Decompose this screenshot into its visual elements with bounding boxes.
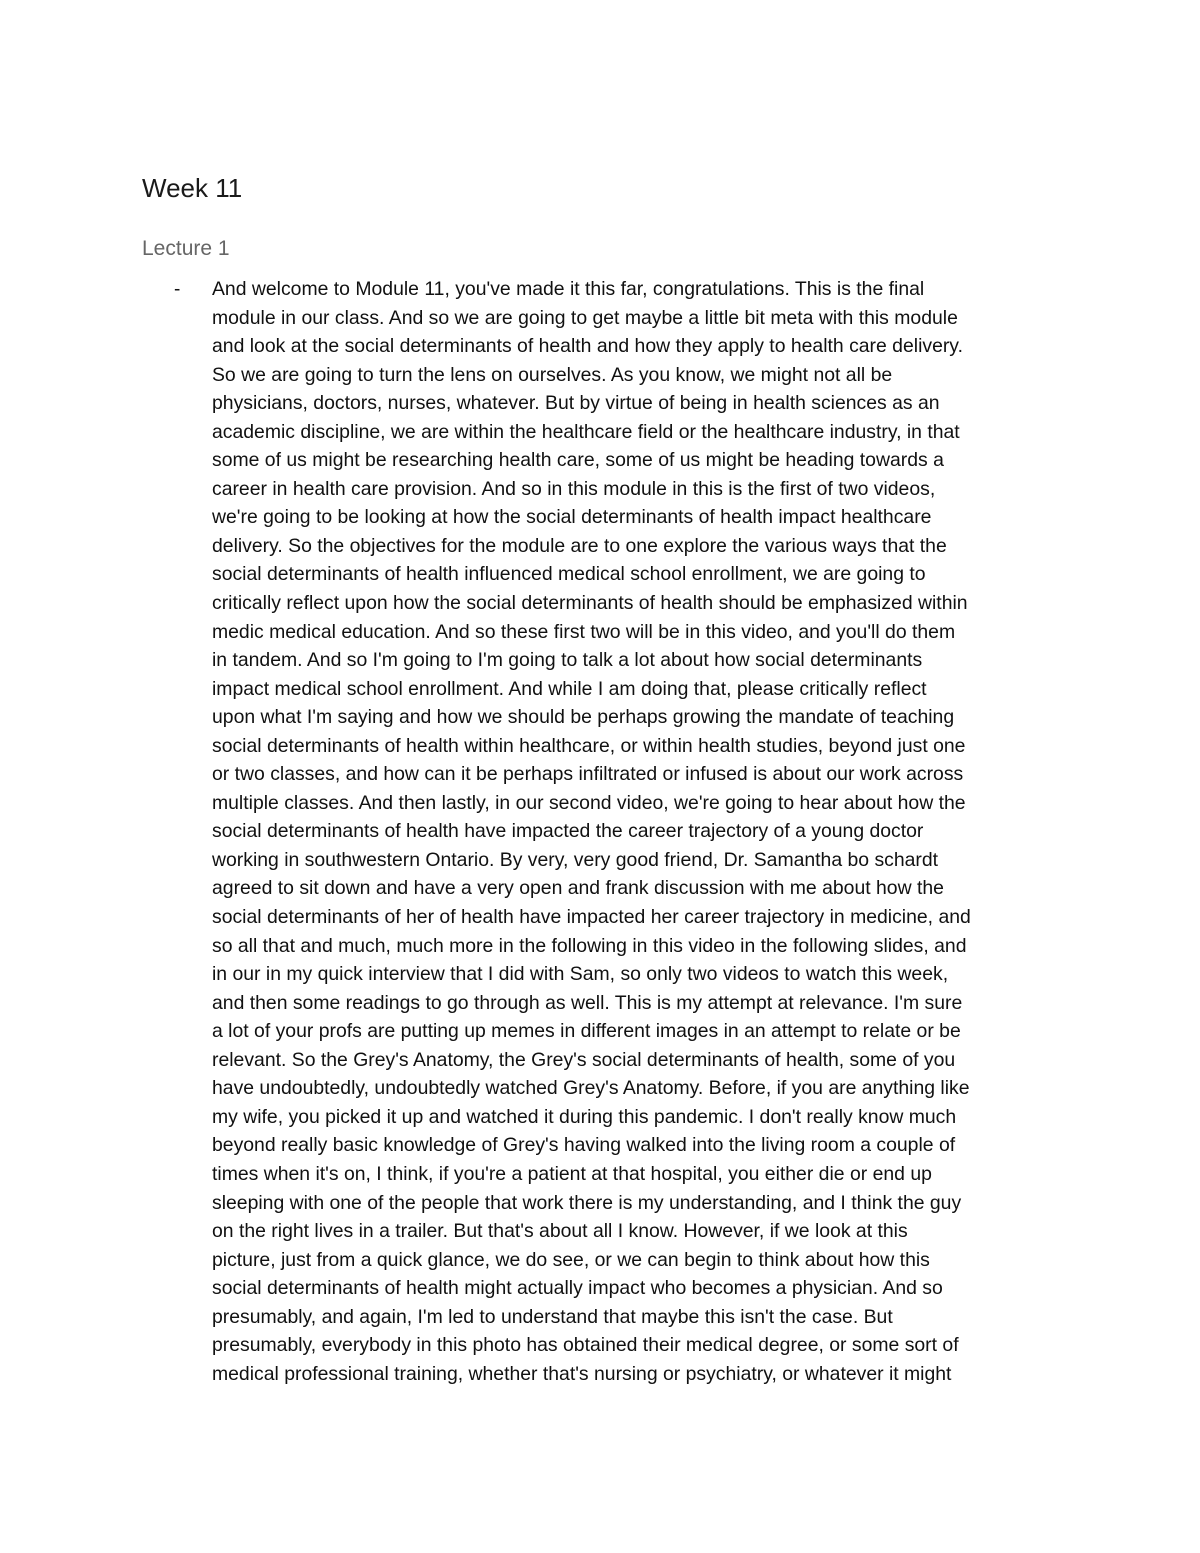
document-title: Week 11 — [142, 173, 243, 203]
paragraph-line: in tandem. And so I'm going to I'm going to talk a lot about how social determinants — [212, 649, 923, 672]
paragraph-line: medical professional training, whether that's nursing or psychiatry, or whatever it might — [212, 1362, 952, 1385]
paragraph-line: career in health care provision. And so in this module in this is the first of two videos, — [212, 477, 936, 500]
paragraph-line: and look at the social determinants of health and how they apply to health care delivery. — [212, 335, 963, 358]
paragraph-line: So we are going to turn the lens on ourselves. As you know, we might not all be — [212, 363, 893, 386]
paragraph-line: And welcome to Module 11, you've made it this far, congratulations. This is the final — [212, 278, 925, 300]
paragraph-line: sleeping with one of the people that work there is my understanding, and I think the guy — [212, 1191, 962, 1214]
paragraph-line: my wife, you picked it up and watched it during this pandemic. I don't really know much — [212, 1105, 957, 1128]
paragraph-line: social determinants of health within healthcare, or within health studies, beyond just one — [212, 734, 966, 757]
document-subtitle: Lecture 1 — [142, 237, 230, 260]
paragraph-line: picture, just from a quick glance, we do see, or we can begin to think about how this — [212, 1248, 930, 1271]
paragraph-line: academic discipline, we are within the healthcare field or the healthcare industry, in that — [212, 420, 960, 443]
paragraph-line: social determinants of health have impacted the career trajectory of a young doctor — [212, 820, 924, 843]
paragraph-line: physicians, doctors, nurses, whatever. But by virtue of being in health sciences as an — [212, 392, 940, 415]
paragraph-line: medic medical education. And so these first two will be in this video, and you'll do them — [212, 620, 956, 643]
paragraph-line: some of us might be researching health care, some of us might be heading towards a — [212, 449, 944, 472]
paragraph-line: social determinants of health might actually impact who becomes a physician. And so — [212, 1277, 943, 1300]
paragraph-line: delivery. So the objectives for the module are to one explore the various ways that the — [212, 534, 947, 557]
paragraph-line: beyond really basic knowledge of Grey's having walked into the living room a couple of — [212, 1134, 956, 1157]
paragraph-line: social determinants of her of health have impacted her career trajectory in medicine, and — [212, 906, 971, 929]
paragraph-line: have undoubtedly, undoubtedly watched Grey's Anatomy. Before, if you are anything like — [212, 1077, 970, 1100]
paragraph-line: a lot of your profs are putting up memes in different images in an attempt to relate or be — [212, 1020, 961, 1043]
paragraph-line: working in southwestern Ontario. By very, very good friend, Dr. Samantha bo schardt — [212, 848, 939, 871]
paragraph-line: presumably, and again, I'm led to understand that maybe this isn't the case. But — [212, 1305, 893, 1328]
paragraph-line: so all that and much, much more in the following in this video in the following slides, and — [212, 934, 967, 957]
paragraph-line: agreed to sit down and have a very open and frank discussion with me about how the — [212, 877, 944, 900]
bullet-paragraph — [212, 275, 1072, 1388]
bullet-marker: - — [174, 279, 181, 300]
paragraph-line: times when it's on, I think, if you're a patient at that hospital, you either die or end up — [212, 1162, 932, 1185]
paragraph-line: we're going to be looking at how the social determinants of health impact healthcare — [212, 506, 932, 529]
paragraph-line: multiple classes. And then lastly, in our second video, we're going to hear about how the — [212, 791, 966, 814]
paragraph-line: in our in my quick interview that I did with Sam, so only two videos to watch this week, — [212, 963, 949, 986]
paragraph-line: upon what I'm saying and how we should be perhaps growing the mandate of teaching — [212, 706, 955, 729]
paragraph-line: critically reflect upon how the social determinants of health should be emphasized within — [212, 592, 968, 615]
paragraph-line: or two classes, and how can it be perhaps infiltrated or infused is about our work across — [212, 763, 964, 786]
paragraph-line: social determinants of health influenced medical school enrollment, we are going to — [212, 563, 926, 586]
paragraph-line: module in our class. And so we are going to get maybe a little bit meta with this module — [212, 306, 958, 329]
paragraph-line: presumably, everybody in this photo has obtained their medical degree, or some sort of — [212, 1334, 959, 1357]
paragraph-line: impact medical school enrollment. And while I am doing that, please critically reflect — [212, 677, 927, 700]
paragraph-line: on the right lives in a trailer. But that's about all I know. However, if we look at this — [212, 1220, 908, 1243]
paragraph-line: and then some readings to go through as well. This is my attempt at relevance. I'm sure — [212, 991, 963, 1014]
paragraph-line: relevant. So the Grey's Anatomy, the Grey's social determinants of health, some of you — [212, 1048, 956, 1071]
